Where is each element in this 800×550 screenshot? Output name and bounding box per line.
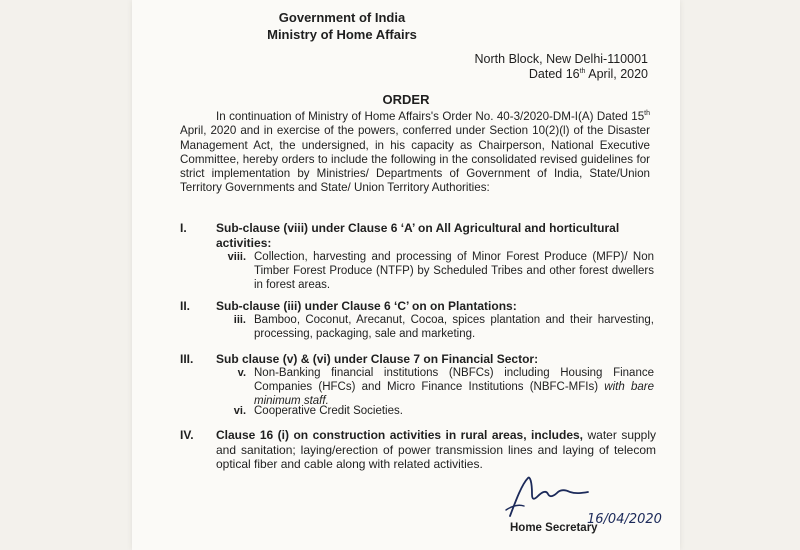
clause-number: I. xyxy=(180,221,187,235)
handwritten-date: 16/04/2020 xyxy=(587,512,662,527)
item-text: Non-Banking financial institutions (NBFCs) including Housing Finance Companies (HFCs) and Micro Finance Institutions (NBFC-MFIs) with bare minimum staff. xyxy=(254,367,654,407)
item-number: v. xyxy=(237,367,246,379)
clause-number: II. xyxy=(180,299,191,313)
clause-heading: Sub-clause (viii) under Clause 6 ‘A’ on All Agricultural and horticultural activities: xyxy=(216,221,620,250)
item-text: Cooperative Credit Societies. xyxy=(254,405,403,417)
header-ministry: Ministry of Home Affairs xyxy=(267,27,417,42)
clause-heading: Sub clause (v) & (vi) under Clause 7 on Financial Sector: xyxy=(216,352,539,366)
signatory-title: Home Secretary xyxy=(510,522,598,534)
intro-paragraph: In continuation of Ministry of Home Affairs's Order No. 40-3/2020-DM-I(A) Dated 15th April, 2020 and in exercise of the powers, conferred under Section 10(2)(l) of the Disaster Management Act, the undersigned, in his capacity as Chairperson, National Executive Committee, hereby orders to include the following in the consolidated revised guidelines for strict implementation by Ministries/ Departments of Government of India, State/Union Territory Governments and State/ Union Territory Authorities: xyxy=(180,110,650,195)
item-text: Collection, harvesting and processing of Minor Forest Produce (MFP)/ Non Timber Forest Produce (NTFP) by Scheduled Tribes and other forest dwellers in forest areas. xyxy=(254,251,654,291)
item-text: Bamboo, Coconut, Arecanut, Cocoa, spices plantation and their harvesting, processing, packaging, sale and marketing. xyxy=(254,314,654,340)
item-italic-text: with bare minimum staff. xyxy=(254,380,654,407)
clause-heading: Clause 16 (i) on construction activities in rural areas, includes, water supply and sanitation; laying/erection of power transmission lines and laying of telecom optical fiber and cable along with related activities. xyxy=(216,428,657,471)
item-number: vi. xyxy=(233,405,246,417)
clause-number: III. xyxy=(180,352,194,366)
item-number: iii. xyxy=(233,314,246,326)
document-page xyxy=(132,0,680,550)
order-title: ORDER xyxy=(382,92,430,107)
item-number: viii. xyxy=(227,251,246,263)
header-government: Government of India xyxy=(278,10,406,25)
clause-number: IV. xyxy=(180,428,194,442)
dated-line: Dated 16th April, 2020 xyxy=(528,67,648,81)
clause-heading: Sub-clause (iii) under Clause 6 ‘C’ on on Plantations: xyxy=(216,299,517,313)
address-line: North Block, New Delhi-110001 xyxy=(474,52,648,66)
